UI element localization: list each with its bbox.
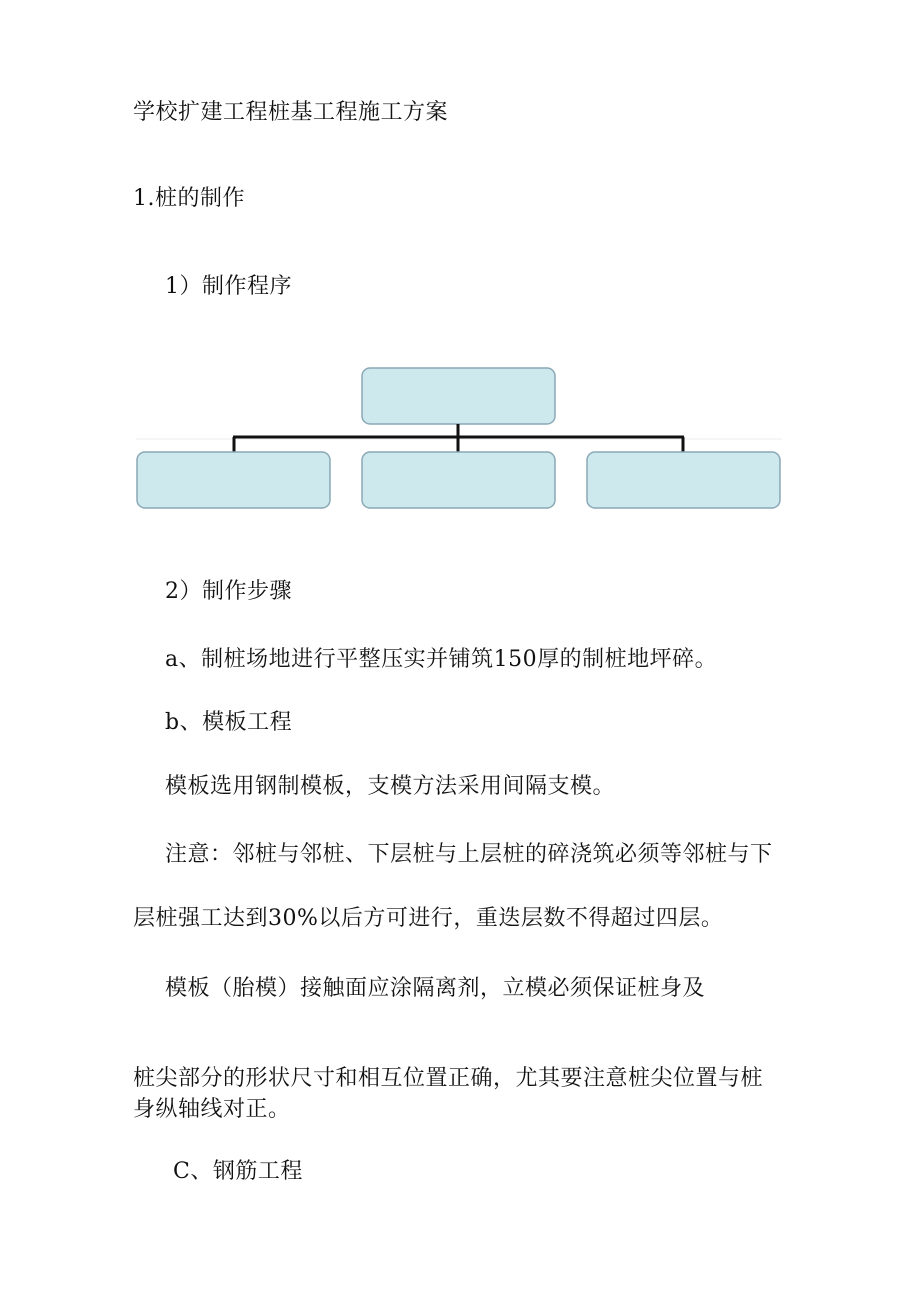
mould-paragraph-line-1: 模板（胎模）接触面应涂隔离剂，立模必须保证桩身及 — [165, 976, 706, 1001]
subheading-production-procedure: 1）制作程序 — [165, 274, 292, 299]
step-a-text: a、制桩场地进行平整压实并铺筑150厚的制桩地坪碎。 — [165, 647, 718, 672]
mould-paragraph-line-3: 身纵轴线对正。 — [133, 1097, 291, 1122]
diagram-root-box — [362, 368, 555, 424]
formwork-paragraph: 模板选用钢制模板，支模方法采用间隔支模。 — [165, 774, 616, 799]
subheading-production-steps: 2）制作步骤 — [165, 579, 292, 604]
procedure-diagram — [0, 0, 920, 540]
step-c-heading: C、钢筋工程 — [173, 1159, 303, 1184]
diagram-child-box-right — [587, 452, 780, 508]
diagram-child-box-center — [362, 452, 555, 508]
mould-paragraph-line-2: 桩尖部分的形状尺寸和相互位置正确，尤其要注意桩尖位置与桩 — [133, 1066, 764, 1091]
diagram-child-box-left — [137, 452, 330, 508]
note-paragraph-line-1: 注意：邻桩与邻桩、下层桩与上层桩的碎浇筑必须等邻桩与下 — [165, 842, 773, 867]
note-paragraph-line-2: 层桩强工达到30%以后方可进行，重迭层数不得超过四层。 — [133, 906, 724, 931]
step-b-heading: b、模板工程 — [165, 710, 293, 735]
section-heading-pile-making: 1.桩的制作 — [133, 186, 245, 211]
document-title: 学校扩建工程桩基工程施工方案 — [133, 100, 449, 125]
